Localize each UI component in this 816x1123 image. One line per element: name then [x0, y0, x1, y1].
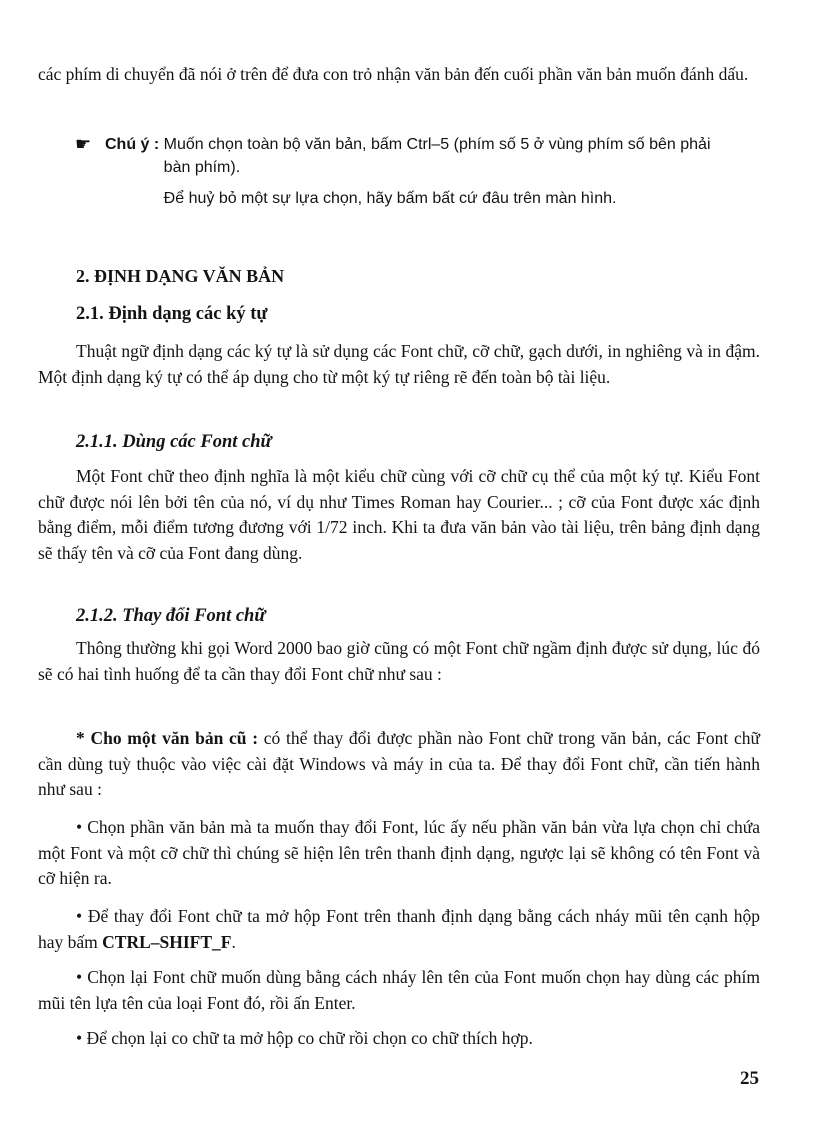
- page-number: 25: [740, 1068, 759, 1089]
- note-label: Chú ý :: [105, 136, 164, 153]
- heading-section-2-1-1: 2.1.1. Dùng các Font chữ: [76, 432, 272, 452]
- bullet-choose-size: • Để chọn lại co chữ ta mở hộp co chữ rồi chọn co chữ thích hợp.: [76, 1028, 533, 1048]
- heading-section-2: 2. ĐỊNH DẠNG VĂN BẢN: [76, 266, 285, 286]
- bullet-open-font-box: [38, 904, 760, 955]
- paragraph-2-1-1: Một Font chữ theo định nghĩa là một kiểu chữ cùng với cỡ chữ cụ thể của một ký tự. Kiểu Font chữ được nói lên bởi tên của nó, ví dụ như Times Roman hay Courier... ; cỡ của Font được xác định bằng điểm, mỗi điểm tương đương với 1/72 inch. Khi ta đưa văn bản vào tài liệu, trên bảng định dạng sẽ thấy tên và cỡ của Font đang dùng.: [38, 466, 760, 563]
- shortcut-key: CTRL–SHIFT_F: [102, 931, 232, 952]
- paragraph-2-1-intro: Thuật ngữ định dạng các ký tự là sử dụng các Font chữ, cỡ chữ, gạch dưới, in nghiêng và in đậm. Một định dạng ký tự có thể áp dụng cho từ một ký tự riêng rẽ đến toàn bộ tài liệu.: [38, 341, 760, 387]
- note-line-select-all: Muốn chọn toàn bộ văn bản, bấm Ctrl–5 (phím số 5 ở vùng phím số bên phải bàn phím).: [163, 136, 711, 176]
- pointing-hand-icon: ☛: [75, 134, 92, 154]
- old-document-text: có thể thay đổi được phần nào Font chữ trong văn bản, các Font chữ cần dùng tuỳ thuộc vào việc cài đặt Windows và máy in của ta. Để thay đổi Font chữ, cần tiến hành như sau :: [38, 728, 760, 799]
- paragraph-intro: các phím di chuyển đã nói ở trên để đưa con trỏ nhận văn bản đến cuối phần văn bản muốn đánh dấu.: [38, 64, 749, 84]
- note-block: [75, 133, 715, 210]
- old-document-label: * Cho một văn bản cũ :: [76, 728, 259, 748]
- bullet-open-font-box-end: .: [231, 931, 236, 952]
- bullet-open-font-box-text: • Để thay đổi Font chữ ta mở hộp Font trên thanh định dạng bằng cách nháy mũi tên cạnh hộp hay bấm: [38, 906, 760, 952]
- heading-section-2-1-2: 2.1.2. Thay đổi Font chữ: [76, 606, 266, 626]
- paragraph-old-document: [38, 726, 760, 803]
- note-line-cancel-selection: Để huỷ bỏ một sự lựa chọn, hãy bấm bất cứ đâu trên màn hình.: [163, 190, 617, 207]
- heading-section-2-1: 2.1. Định dạng các ký tự: [76, 304, 268, 324]
- bullet-select-text: • Chọn phần văn bản mà ta muốn thay đổi Font, lúc ấy nếu phần văn bản vừa lựa chọn chỉ chứa một Font và một cỡ chữ thì chúng sẽ hiện lên trên thanh định dạng, ngược lại sẽ không có tên Font và cỡ hiện ra.: [38, 817, 760, 888]
- note-body: [164, 133, 715, 210]
- bullet-choose-font: • Chọn lại Font chữ muốn dùng bằng cách nháy lên tên của Font muốn chọn hay dùng các phím mũi tên lựa tên của loại Font đó, rồi ấn Enter.: [38, 967, 760, 1013]
- paragraph-2-1-2: Thông thường khi gọi Word 2000 bao giờ cũng có một Font chữ ngầm định được sử dụng, lúc đó sẽ có hai tình huống để ta cần thay đổi Font chữ như sau :: [38, 638, 760, 684]
